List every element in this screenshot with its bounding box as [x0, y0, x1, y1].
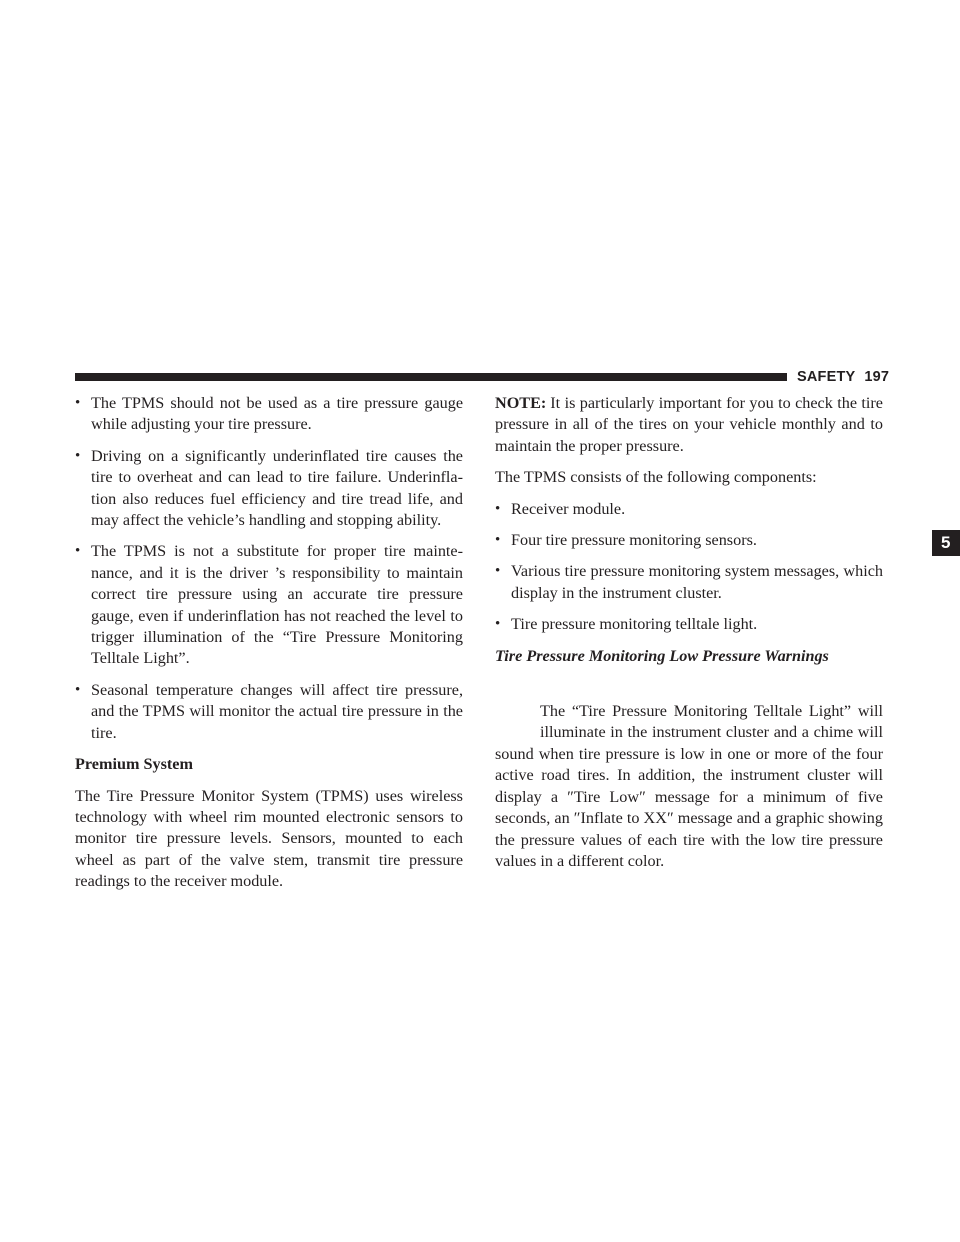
bullet-icon: •	[495, 532, 501, 549]
list-item: • The TPMS should not be used as a tire pressure gauge while adjusting your tire pressure.	[75, 394, 463, 434]
list-item: • Four tire pressure monitoring sensors.	[495, 530, 883, 551]
list-item: • Receiver module.	[495, 499, 883, 520]
bullet-icon: •	[495, 616, 501, 633]
caution-list	[75, 393, 463, 744]
left-column	[75, 393, 463, 903]
list-item: • Tire pressure monitoring telltale light.	[495, 614, 883, 635]
bullet-icon: •	[495, 563, 501, 580]
page-number: 197	[864, 369, 890, 385]
components-list	[495, 499, 883, 636]
note-text: It is particularly important for you to check the tire pressure in all of the tires on your vehicle monthly and to maintain the proper pressure.	[495, 394, 883, 455]
warnings-heading: Tire Pressure Monitoring Low Pressure Warnings	[495, 646, 829, 665]
bullet-icon: •	[75, 681, 81, 698]
section-heading: Premium System	[75, 755, 193, 774]
bullet-icon: •	[75, 447, 81, 464]
list-item: • The TPMS is not a substitute for proper tire mainte-nance, and it is the driver ’s responsibility to maintain correct tire pressure using an accurate tire pressure gauge, even if underinflation has not reached the level to trigger illumination of the “Tire Pressure Monitoring Telltale Light”.	[75, 542, 463, 668]
list-item: • Driving on a significantly underinflated tire causes the tire to overheat and can lead to tire failure. Underinfla-tion also reduces fuel efficiency and tire tread life, and may affect the vehicle’s handling and stopping ability.	[75, 446, 463, 530]
running-header	[797, 369, 897, 385]
chapter-tab: 5	[932, 530, 960, 556]
header-rule	[75, 373, 787, 381]
section-title: SAFETY	[797, 369, 856, 385]
warnings-paragraph: The “Tire Pressure Monitoring Telltale Light” will illuminate in the instrument cluster and a chime will sound when tire pressure is low in one or more of the four active road tires. In addition, the instrument cluster will display a ″Tire Low″ message for a minimum of five seconds, an ″Inflate to XX″ message and a graphic showing the pressure values of each tire with the low tire pressure values in a different color.	[495, 702, 883, 870]
right-column	[495, 393, 883, 882]
list-item: • Seasonal temperature changes will affect tire pressure, and the TPMS will monitor the actual tire pressure in the tire.	[75, 680, 463, 742]
bullet-icon: •	[75, 543, 81, 560]
list-item: • Various tire pressure monitoring system messages, which display in the instrument cluster.	[495, 562, 883, 602]
bullet-icon: •	[75, 395, 81, 411]
telltale-icon-placeholder	[495, 703, 540, 741]
body-paragraph: The Tire Pressure Monitor System (TPMS) uses wireless technology with wheel rim mounted electronic sensors to monitor tire pressure levels. Sensors, mounted to each wheel as part of the valve stem, transmit tire pressure readings to the receiver module.	[75, 786, 463, 891]
components-intro: The TPMS consists of the following components:	[495, 468, 817, 487]
note-paragraph	[495, 393, 883, 457]
bullet-icon: •	[495, 500, 501, 517]
note-label: NOTE:	[495, 394, 547, 412]
